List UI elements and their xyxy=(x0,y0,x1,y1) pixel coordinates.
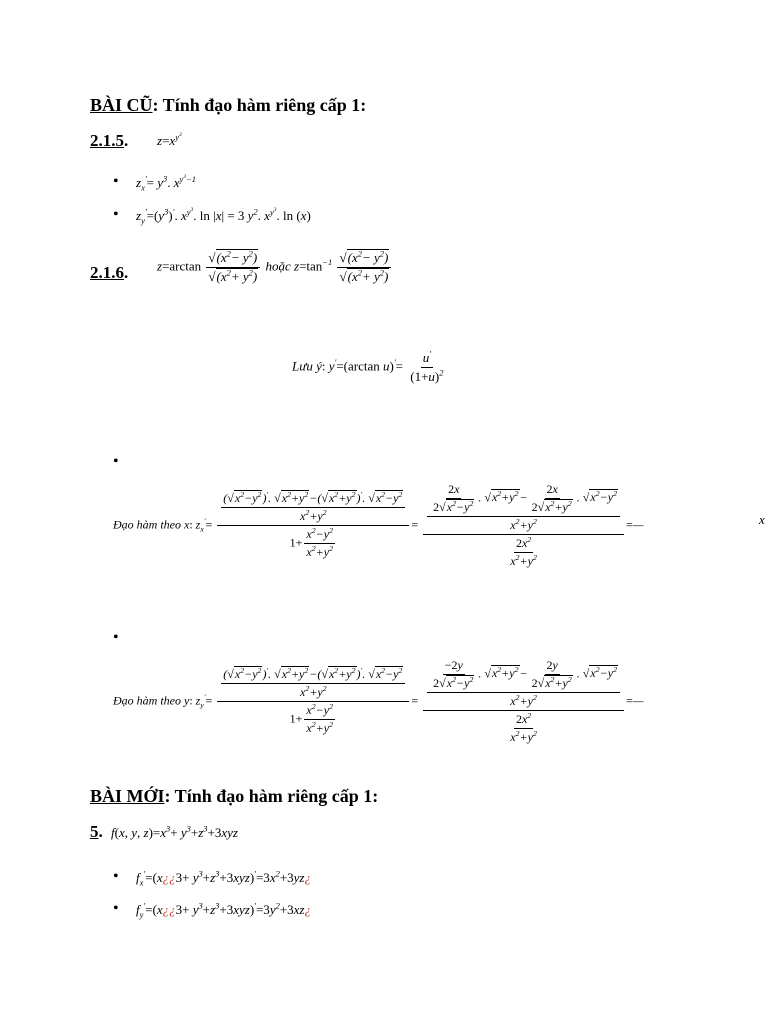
problem-5-fy: $f_y'=(x¿¿3+$ $y^3+z^3+3xyz)'=3y^2+3xz¿$ xyxy=(136,900,311,920)
bullet-icon: • xyxy=(113,900,119,917)
bullet-icon: • xyxy=(113,453,119,470)
problem-2-1-5-formula: $z=x^{y^3}$ xyxy=(157,131,182,148)
problem-2-1-5-zx: $z_x'= y^3$. $x^{y^3-1}$ xyxy=(136,173,196,193)
note-formula: Lưu ý: y'=(arctan u)'= $\frac{u'}{(1+u)^2}$ xyxy=(292,348,444,384)
problem-5-formula: f(x, y, $z)=x^3+ y^3+z^3+3xyz$ xyxy=(111,823,238,840)
new-lesson-heading-label: BÀI MỚI xyxy=(90,786,165,806)
new-lesson-heading-text: : Tính đạo hàm riêng cấp 1: xyxy=(164,786,379,806)
problem-2-1-6-label: 2.1.6. xyxy=(90,263,129,282)
derivative-x-overflow-x: x xyxy=(759,512,765,527)
bullet-icon: • xyxy=(113,206,119,223)
bullet-icon: • xyxy=(113,629,119,646)
problem-2-1-5-label: 2.1.5. xyxy=(90,131,129,150)
new-lesson-heading xyxy=(90,786,378,807)
old-lesson-heading-text: : Tính đạo hàm riêng cấp 1: xyxy=(152,95,367,115)
derivative-x-expression: Đạo hàm theo x: $z_x'=$ $\frac{(√x^2-y^2)'. √x^2+y^2-(√x^2+y^2)'. √x^2-y^2}{x^2+y^2}$ 1+ $\frac{x^2-y^2}{x^2+y^2}$ = $\frac{2x}{2√x^2-y^2}$ . $√x^2+y^2-$ $\frac{2x}{2√x^2+y^2}$ . $√x^2-y^2$ $x^2+y^2$ $\frac{2x^2}{x^2+y^2}$ =— xyxy=(113,482,644,568)
problem-5-fx: $f_x'=(x¿¿3+$ $y^3+z^3+3xyz)'=3x^2+3yz¿$ xyxy=(136,868,311,888)
old-lesson-heading xyxy=(90,95,366,116)
bullet-icon: • xyxy=(113,173,119,190)
problem-5-label: 5. xyxy=(90,822,103,841)
problem-2-1-6-formula: z=arctan $\frac{√(x^2- y^2)}{√(x^2+ y^2)}$ hoặc $z=\tan^{-1}$ $\frac{√(x^2- y^2)}{√(x^2+ y^2)}$ xyxy=(157,250,393,285)
bullet-icon: • xyxy=(113,868,119,885)
derivative-y-expression: Đạo hàm theo y: $z_y'=$ $\frac{(√x^2-y^2)'. √x^2+y^2-(√x^2+y^2)'. √x^2-y^2}{x^2+y^2}$ 1+ $\frac{x^2-y^2}{x^2+y^2}$ = $\frac{-2y}{2√x^2-y^2}$ . $√x^2+y^2-$ $\frac{2y}{2√x^2+y^2}$ . $√x^2-y^2$ $x^2+y^2$ $\frac{2x^2}{x^2+y^2}$ =— xyxy=(113,658,644,744)
problem-2-1-5-zy: $z_y'=(y^3)'$. $x^{y^3}$. ln |x| = 3 $y^2$. $x^{y^3}$. ln (x) xyxy=(136,206,311,226)
old-lesson-heading-label: BÀI CŨ xyxy=(90,95,153,115)
